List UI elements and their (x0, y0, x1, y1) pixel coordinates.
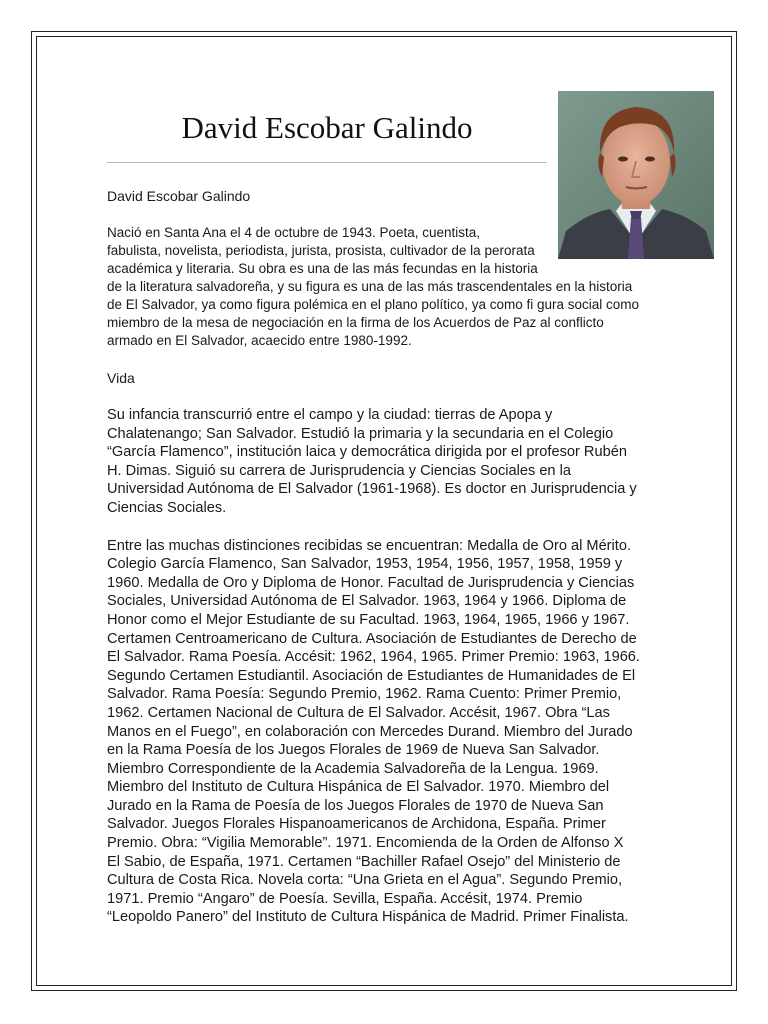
vida-line: “García Flamenco”, institución laica y democrática dirigida por el profesor Rubén (107, 444, 627, 461)
vida-line: Su infancia transcurrió entre el campo y la ciudad: tierras de Apopa y (107, 407, 553, 423)
vida-line: Ciencias Sociales. (107, 499, 227, 516)
title-divider (107, 162, 547, 163)
distinciones-line: El Sabio, de España, 1971. Certamen “Bachiller Rafael Osejo” del Ministerio de (107, 853, 621, 870)
distinciones-line: Salvador. Juegos Florales Hispanoamericanos de Archidona, España. Primer (107, 816, 606, 833)
distinciones-line: Entre las muchas distinciones recibidas se encuentran: Medalla de Oro al Mérito. (107, 537, 632, 554)
distinciones-line: 1962. Certamen Nacional de Cultura de El Salvador. Accésit, 1967. Obra “Las (107, 704, 610, 721)
article-body (107, 187, 662, 927)
distinciones-line: Miembro Correspondiente de la Academia Salvadoreña de la Lengua. 1969. (107, 760, 599, 777)
distinciones-line: 1971. Premio “Angaro” de Poesía. Sevilla, España. Accésit, 1974. Premio (107, 890, 583, 907)
distinciones-line: Premio. Obra: “Vigilia Memorable”. 1971. Encomienda de la Orden de Alfonso X (107, 835, 624, 852)
vida-line: Chalatenango; San Salvador. Estudió la primaria y la secundaria en el Colegio (107, 425, 614, 442)
distinciones-line: Sociales, Universidad Autónoma de El Salvador. 1963, 1964 y 1966. Diploma de (107, 593, 627, 610)
vida-line: H. Dimas. Siguió su carrera de Jurisprudencia y Ciencias Sociales en la (107, 462, 571, 479)
distinciones-line: Colegio García Flamenco, San Salvador, 1953, 1954, 1956, 1957, 1958, 1959 y (107, 556, 623, 573)
distinciones-paragraph (107, 537, 662, 927)
distinciones-line: Salvador. Rama Poesía: Segundo Premio, 1962. Rama Cuento: Primer Premio, (107, 686, 622, 703)
vida-paragraph (107, 406, 662, 518)
distinciones-line: Honor como el Mejor Estudiante de su Facultad. 1963, 1964, 1965, 1966 y 1967. (107, 611, 630, 628)
intro-line: miembro de la mesa de negociación en la firma de los Acuerdos de Paz al conflicto (107, 315, 604, 330)
distinciones-line: Jurado en la Rama de Poesía de los Juegos Florales de 1970 de Nueva San (107, 797, 604, 814)
subject-name: David Escobar Galindo (107, 188, 251, 204)
section-heading-vida: Vida (107, 370, 135, 386)
intro-line: fabulista, novelista, periodista, jurista, prosista, cultivador de la perorata (107, 243, 535, 258)
distinciones-line: Manos en el Fuego”, en colaboración con Mercedes Durand. Miembro del Jurado (107, 723, 633, 740)
intro-line: de la literatura salvadoreña, y su figura es una de las más trascendentales en la historia (107, 279, 633, 294)
vida-line: Universidad Autónoma de El Salvador (1961-1968). Es doctor en Jurisprudencia y (107, 481, 637, 498)
distinciones-line: en la Rama Poesía de los Juegos Florales de 1969 de Nueva San Salvador. (107, 742, 600, 759)
distinciones-line: Cultura de Costa Rica. Novela corta: “Una Grieta en el Agua”. Segundo Premio, (107, 872, 623, 889)
intro-line: Nació en Santa Ana el 4 de octubre de 1943. Poeta, cuentista, (107, 225, 481, 240)
distinciones-line: Segundo Certamen Estudiantil. Asociación de Estudiantes de Humanidades de El (107, 667, 636, 684)
page-title: David Escobar Galindo (181, 110, 473, 145)
distinciones-line: El Salvador. Rama Poesía. Accésit: 1962, 1964, 1965. Primer Premio: 1963, 1966. (107, 649, 640, 666)
distinciones-line: 1960. Medalla de Oro y Diploma de Honor. Facultad de Jurisprudencia y Ciencias (107, 574, 635, 591)
intro-paragraph (107, 224, 662, 350)
intro-line: armado en El Salvador, acaecido entre 1980-1992. (107, 333, 412, 348)
intro-line: académica y literaria. Su obra es una de las más fecundas en la historia (107, 261, 538, 276)
distinciones-line: “Leopoldo Panero” del Instituto de Cultura Hispánica de Madrid. Primer Finalista. (107, 909, 629, 926)
intro-line: de El Salvador, ya como figura polémica en el plano político, ya como fi gura social como (107, 297, 640, 312)
distinciones-line: Certamen Centroamericano de Cultura. Asociación de Estudiantes de Derecho de (107, 630, 637, 647)
distinciones-line: Miembro del Instituto de Cultura Hispánica de El Salvador. 1970. Miembro del (107, 779, 610, 796)
